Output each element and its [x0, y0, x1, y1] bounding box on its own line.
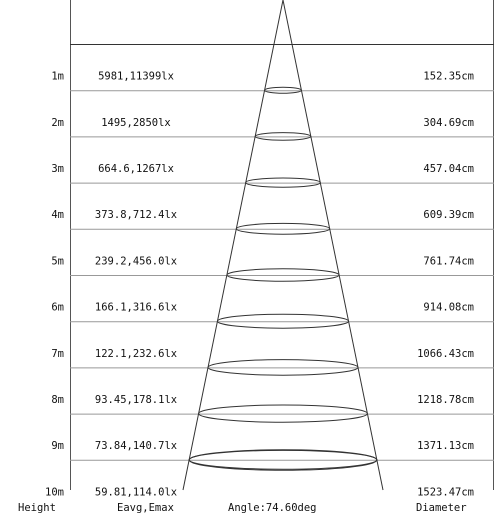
- footer-eavg-label: Eavg,Emax: [117, 502, 174, 514]
- footer-height-label: Height: [18, 502, 56, 514]
- beam-cone: [183, 0, 383, 490]
- row-diameter-value: 152.35cm: [423, 70, 474, 83]
- row-diameter-value: 304.69cm: [423, 116, 474, 129]
- row-diameter-value: 609.39cm: [423, 209, 474, 222]
- row-diameter-value: 1066.43cm: [417, 347, 474, 360]
- beam-ellipses: [189, 87, 377, 470]
- row-diameter-value: 1218.78cm: [417, 394, 474, 406]
- row-eavg-emax-value: 93.45,178.1lx: [94, 394, 178, 406]
- cone-left-edge: [183, 0, 283, 490]
- row-height-label: 9m: [51, 440, 64, 453]
- row-eavg-emax-value: 5981,11399lx: [98, 70, 174, 83]
- row-height-label: 3m: [51, 163, 64, 175]
- row-diameter-value: 914.08cm: [423, 301, 474, 314]
- footer-angle-label: Angle:74.60deg: [228, 502, 317, 514]
- row-eavg-emax-value: 73.84,140.7lx: [94, 440, 178, 453]
- row-height-label: 4m: [51, 209, 64, 222]
- cone-right-edge: [283, 0, 383, 490]
- row-eavg-emax-value: 122.1,232.6lx: [94, 347, 178, 360]
- row-height-label: 5m: [51, 255, 64, 268]
- row-eavg-emax-value: 664.6,1267lx: [98, 163, 174, 175]
- row-diameter-value: 1371.13cm: [417, 440, 474, 453]
- row-height-label: 6m: [51, 301, 64, 314]
- row-height-label: 8m: [51, 394, 64, 406]
- row-diameter-value: 1523.47cm: [417, 486, 474, 499]
- row-eavg-emax-value: 1495,2850lx: [101, 116, 171, 129]
- row-eavg-emax-value: 239.2,456.0lx: [94, 255, 178, 268]
- row-eavg-emax-value: 59.81,114.0lx: [94, 486, 178, 499]
- row-diameter-value: 457.04cm: [423, 163, 474, 175]
- row-height-label: 1m: [51, 70, 64, 83]
- row-height-label: 10m: [45, 486, 64, 499]
- footer-diameter-label: Diameter: [416, 502, 467, 514]
- row-eavg-emax-value: 373.8,712.4lx: [94, 209, 178, 222]
- row-height-label: 7m: [51, 347, 64, 360]
- row-diameter-value: 761.74cm: [423, 255, 474, 268]
- row-height-label: 2m: [51, 116, 64, 129]
- row-eavg-emax-value: 166.1,316.6lx: [94, 301, 178, 314]
